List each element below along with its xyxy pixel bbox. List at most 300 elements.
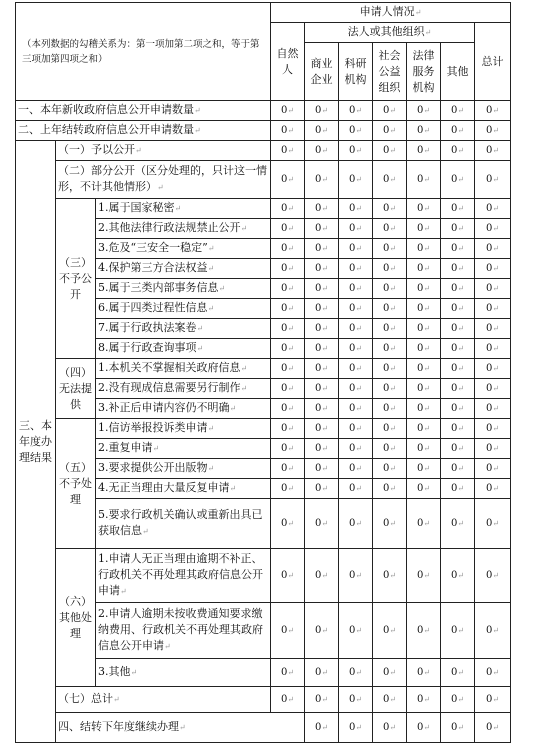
value-cell [441,141,475,161]
paragraph-mark: ↵ [423,423,431,433]
cell-value: 0 [382,262,390,274]
paragraph-mark: ↵ [457,323,465,333]
paragraph-mark: ↵ [423,203,431,213]
cell-value: 0 [348,402,356,414]
cell-value: 0 [450,242,458,254]
row-other-handling-item [16,549,511,603]
value-cell [441,219,475,239]
paragraph-mark: ↵ [492,105,500,115]
total-header: 总计 [475,23,511,101]
paragraph-mark: ↵ [457,363,465,373]
value-cell [475,161,511,199]
paragraph-mark: ↵ [321,125,329,135]
cell-value: 0 [280,482,288,494]
paragraph-mark: ↵ [492,203,500,213]
cell-value: 0 [280,202,288,214]
paragraph-mark: ↵ [423,463,431,473]
paragraph-mark: ↵ [355,363,363,373]
paragraph-mark: ↵ [355,423,363,433]
cell-value: 0 [314,173,322,185]
paragraph-mark: ↵ [321,694,329,704]
cell-value: 0 [450,462,458,474]
value-cell [475,219,511,239]
value-cell [407,439,441,459]
value-cell [441,239,475,259]
paragraph-mark: ↵ [389,570,397,580]
value-cell [407,299,441,319]
cell-value: 0 [382,202,390,214]
cell-value: 0 [382,693,390,705]
paragraph-mark: ↵ [287,283,295,293]
row-label: （一）予以公开↵ [56,141,271,161]
government-info-disclosure-table [15,2,511,743]
value-cell [339,399,373,419]
cell-value: 0 [280,666,288,678]
item-label: 4.保护第三方合法权益↵ [96,259,271,279]
paragraph-mark: ↵ [423,105,431,115]
value-cell [407,259,441,279]
value-cell [407,399,441,419]
cell-value: 0 [314,242,322,254]
value-cell [475,101,511,121]
value-cell [339,479,373,499]
paragraph-mark: ↵ [492,722,500,732]
cell-value: 0 [416,402,424,414]
cell-value: 0 [382,624,390,636]
value-cell [305,459,339,479]
cell-value: 0 [486,342,493,354]
paragraph-mark: ↵ [287,363,295,373]
cell-value: 0 [450,402,458,414]
cell-value: 0 [280,382,288,394]
cell-value: 0 [314,462,322,474]
value-cell [373,499,407,549]
value-cell [271,379,305,399]
cell-value: 0 [382,402,390,414]
cell-value: 0 [280,242,288,254]
note-text: （本列数据的勾稽关系为：第一项加第二项之和，等于第三项加第四项之和） [22,38,260,65]
value-cell [373,549,407,603]
value-cell [441,419,475,439]
paragraph-mark: ↵ [321,105,329,115]
cell-value: 0 [450,569,458,581]
value-cell [373,319,407,339]
cell-value: 0 [450,517,458,529]
group-label-unable: （四）无法提供 [56,359,96,419]
paragraph-mark: ↵ [423,722,431,732]
row-not-processed-item [16,419,511,439]
value-cell [339,319,373,339]
cell-value: 0 [416,721,424,733]
paragraph-mark: ↵ [492,145,500,155]
paragraph-mark: ↵ [287,423,295,433]
cell-value: 0 [348,302,356,314]
value-cell [271,439,305,459]
value-cell [441,479,475,499]
paragraph-mark: ↵ [423,403,431,413]
cell-value: 0 [314,362,322,374]
paragraph-mark: ↵ [457,443,465,453]
paragraph-mark: ↵ [287,403,295,413]
value-cell [305,713,339,743]
cell-value: 0 [314,721,322,733]
value-cell [305,339,339,359]
value-cell [271,259,305,279]
item-label: 1.属于国家秘密↵ [96,199,271,219]
value-cell [305,439,339,459]
paragraph-mark: ↵ [389,625,397,635]
value-cell [475,359,511,379]
cell-value: 0 [382,721,390,733]
cell-value: 0 [416,666,424,678]
value-cell [441,199,475,219]
value-cell [441,459,475,479]
paragraph-mark: ↵ [492,363,500,373]
value-cell [339,499,373,549]
value-cell [441,161,475,199]
group-label-other-handling: （六）其他处理 [56,549,96,687]
cell-value: 0 [314,569,322,581]
value-cell [271,101,305,121]
cell-value: 0 [382,322,390,334]
cell-value: 0 [486,173,493,185]
value-cell [339,219,373,239]
cell-value: 0 [416,202,424,214]
value-cell [305,687,339,713]
value-cell [339,259,373,279]
value-cell [339,603,373,659]
paragraph-mark: ↵ [321,443,329,453]
note-cell [16,3,271,101]
value-cell [339,419,373,439]
paragraph-mark: ↵ [355,125,363,135]
value-cell [305,603,339,659]
paragraph-mark: ↵ [457,243,465,253]
value-cell [475,299,511,319]
paragraph-mark: ↵ [423,443,431,453]
value-cell [407,687,441,713]
value-cell [373,199,407,219]
value-cell [475,713,511,743]
paragraph-mark: ↵ [287,570,295,580]
paragraph-mark: ↵ [423,383,431,393]
natural-person-header: 自然人 [271,23,305,101]
cell-value: 0 [314,666,322,678]
cell-value: 0 [486,422,493,434]
paragraph-mark: ↵ [389,363,397,373]
paragraph-mark: ↵ [492,667,500,677]
paragraph-mark: ↵ [321,263,329,273]
cell-value: 0 [314,202,322,214]
value-cell [475,419,511,439]
value-cell [271,359,305,379]
row-subtotal [16,687,511,713]
value-cell [271,459,305,479]
cell-value: 0 [416,302,424,314]
value-cell [407,141,441,161]
item-label: 2.其他法律行政法规禁止公开↵ [96,219,271,239]
cell-value: 0 [486,242,493,254]
value-cell [407,319,441,339]
value-cell [373,687,407,713]
value-cell [373,219,407,239]
cell-value: 0 [280,342,288,354]
paragraph-mark: ↵ [457,263,465,273]
value-cell [373,141,407,161]
paragraph-mark: ↵ [321,343,329,353]
value-cell [305,121,339,141]
cell-value: 0 [348,222,356,234]
cell-value: 0 [280,144,288,156]
value-cell [475,687,511,713]
paragraph-mark: ↵ [355,694,363,704]
value-cell [441,259,475,279]
value-cell [271,603,305,659]
cell-value: 0 [314,302,322,314]
cell-value: 0 [280,462,288,474]
paragraph-mark: ↵ [389,383,397,393]
item-label: 3.要求提供公开出版物↵ [96,459,271,479]
cell-value: 0 [382,666,390,678]
paragraph-mark: ↵ [321,363,329,373]
paragraph-mark: ↵ [355,570,363,580]
value-cell [441,439,475,459]
paragraph-mark: ↵ [321,570,329,580]
value-cell [475,479,511,499]
value-cell [373,419,407,439]
cell-value: 0 [348,442,356,454]
cell-value: 0 [450,202,458,214]
cell-value: 0 [280,569,288,581]
value-cell [305,659,339,687]
result-section-label: 三、本年度办理结果 [16,141,56,743]
cell-value: 0 [348,242,356,254]
cell-value: 0 [280,693,288,705]
paragraph-mark: ↵ [355,667,363,677]
value-cell [305,141,339,161]
paragraph-mark: ↵ [287,463,295,473]
cell-value: 0 [280,322,288,334]
value-cell [339,199,373,219]
cell-value: 0 [486,693,493,705]
paragraph-mark: ↵ [423,343,431,353]
cell-value: 0 [382,144,390,156]
value-cell [271,479,305,499]
other-header: 其他 [441,43,475,101]
paragraph-mark: ↵ [457,203,465,213]
value-cell [407,713,441,743]
paragraph-mark: ↵ [423,145,431,155]
value-cell [271,141,305,161]
paragraph-mark: ↵ [321,625,329,635]
value-cell [407,499,441,549]
paragraph-mark: ↵ [492,463,500,473]
cell-value: 0 [450,173,458,185]
cell-value: 0 [450,144,458,156]
paragraph-mark: ↵ [321,323,329,333]
cell-value: 0 [416,442,424,454]
item-label: 3.其他↵ [96,659,271,687]
cell-value: 0 [416,322,424,334]
paragraph-mark: ↵ [287,263,295,273]
cell-value: 0 [314,482,322,494]
paragraph-mark: ↵ [423,283,431,293]
item-label: 5.属于三类内部事务信息↵ [96,279,271,299]
paragraph-mark: ↵ [389,303,397,313]
paragraph-mark: ↵ [457,283,465,293]
value-cell [339,339,373,359]
cell-value: 0 [348,382,356,394]
value-cell [373,439,407,459]
value-cell [441,549,475,603]
cell-value: 0 [450,624,458,636]
value-cell [407,603,441,659]
paragraph-mark: ↵ [389,667,397,677]
paragraph-mark: ↵ [287,383,295,393]
cell-value: 0 [382,517,390,529]
value-cell [339,279,373,299]
paragraph-mark: ↵ [423,303,431,313]
value-cell [339,239,373,259]
paragraph-mark: ↵ [423,483,431,493]
cell-value: 0 [314,693,322,705]
cell-value: 0 [486,322,493,334]
cell-value: 0 [486,124,493,136]
value-cell [441,687,475,713]
value-cell [407,101,441,121]
paragraph-mark: ↵ [287,223,295,233]
cell-value: 0 [416,262,424,274]
paragraph-mark: ↵ [457,518,465,528]
paragraph-mark: ↵ [389,694,397,704]
item-label: 4.无正当理由大量反复申请↵ [96,479,271,499]
cell-value: 0 [382,569,390,581]
value-cell [305,219,339,239]
paragraph-mark: ↵ [287,443,295,453]
cell-value: 0 [348,666,356,678]
value-cell [271,419,305,439]
cell-value: 0 [382,482,390,494]
paragraph-mark: ↵ [492,343,500,353]
cell-value: 0 [314,322,322,334]
paragraph-mark: ↵ [457,303,465,313]
value-cell [271,161,305,199]
cell-value: 0 [382,442,390,454]
cell-value: 0 [382,382,390,394]
value-cell [339,299,373,319]
value-cell [305,419,339,439]
cell-value: 0 [314,342,322,354]
cell-value: 0 [450,342,458,354]
cell-value: 0 [450,282,458,294]
paragraph-mark: ↵ [321,203,329,213]
paragraph-mark: ↵ [389,483,397,493]
paragraph-mark: ↵ [355,625,363,635]
item-label: 8.属于行政查询事项↵ [96,339,271,359]
paragraph-mark: ↵ [389,223,397,233]
item-label: 3.危及“三安全一稳定”↵ [96,239,271,259]
row-carry-forward [16,713,511,743]
row-label: 一、本年新收政府信息公开申请数量↵ [16,101,271,121]
value-cell [441,101,475,121]
cell-value: 0 [280,362,288,374]
cell-value: 0 [280,104,288,116]
value-cell [305,359,339,379]
value-cell [475,659,511,687]
value-cell [441,499,475,549]
cell-value: 0 [382,422,390,434]
paragraph-mark: ↵ [492,283,500,293]
paragraph-mark: ↵ [457,694,465,704]
paragraph-mark: ↵ [423,694,431,704]
paragraph-mark: ↵ [423,174,431,184]
cell-value: 0 [280,517,288,529]
paragraph-mark: ↵ [355,518,363,528]
value-cell [271,399,305,419]
cell-value: 0 [348,144,356,156]
value-cell [475,121,511,141]
paragraph-mark: ↵ [457,667,465,677]
value-cell [339,121,373,141]
value-cell [339,359,373,379]
paragraph-mark: ↵ [389,243,397,253]
paragraph-mark: ↵ [355,403,363,413]
paragraph-mark: ↵ [389,343,397,353]
value-cell [305,299,339,319]
cell-value: 0 [314,442,322,454]
cell-value: 0 [416,124,424,136]
paragraph-mark: ↵ [355,145,363,155]
paragraph-mark: ↵ [355,343,363,353]
paragraph-mark: ↵ [287,145,295,155]
cell-value: 0 [486,202,493,214]
value-cell [373,259,407,279]
cell-value: 0 [382,342,390,354]
value-cell [475,319,511,339]
value-cell [407,659,441,687]
paragraph-mark: ↵ [492,125,500,135]
value-cell [475,459,511,479]
row-partially-disclosed [16,161,511,199]
commercial-header: 商业企业 [305,43,339,101]
value-cell [271,239,305,259]
paragraph-mark: ↵ [457,423,465,433]
paragraph-mark: ↵ [287,105,295,115]
value-cell [475,199,511,219]
cell-value: 0 [486,104,493,116]
value-cell [373,239,407,259]
cell-value: 0 [416,362,424,374]
cell-value: 0 [416,282,424,294]
value-cell [475,339,511,359]
value-cell [475,141,511,161]
cell-value: 0 [382,173,390,185]
value-cell [373,479,407,499]
paragraph-mark: ↵ [492,223,500,233]
cell-value: 0 [314,382,322,394]
paragraph-mark: ↵ [457,125,465,135]
item-label: 3.补正后申请内容仍不明确↵ [96,399,271,419]
row-new-requests [16,101,511,121]
paragraph-mark: ↵ [389,125,397,135]
cell-value: 0 [486,517,493,529]
paragraph-mark: ↵ [287,323,295,333]
value-cell [475,499,511,549]
cell-value: 0 [280,282,288,294]
value-cell [373,121,407,141]
cell-value: 0 [486,302,493,314]
item-label: 2.申请人逾期未按收费通知要求缴纳费用、行政机关不再处理其政府信息公开申请↵ [96,603,271,659]
